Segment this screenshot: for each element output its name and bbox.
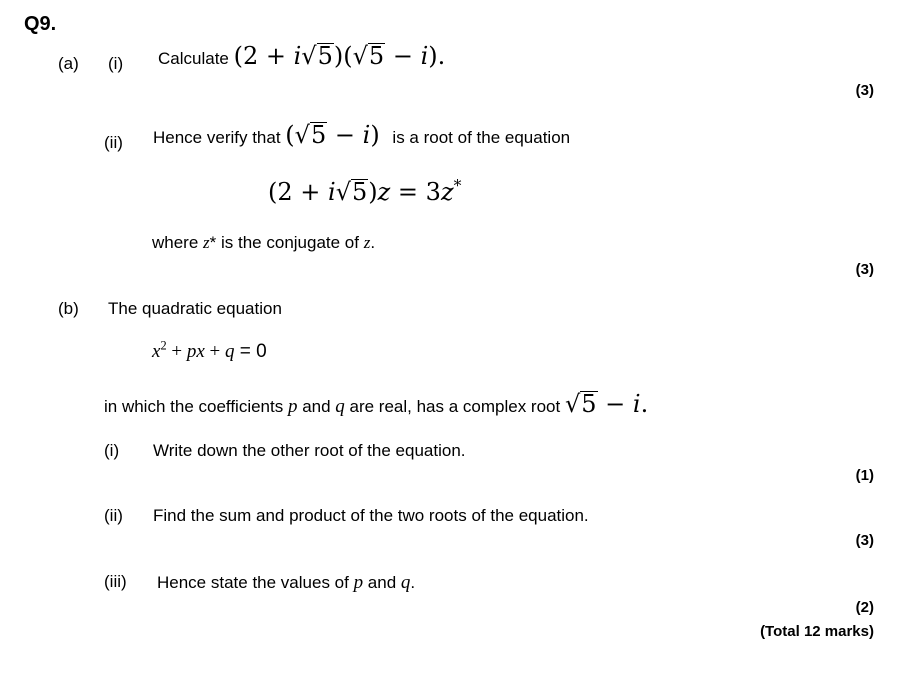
- eq-radicand: 5: [351, 178, 368, 206]
- part-b-i-label: (i): [104, 441, 120, 460]
- expr-close: ): [370, 121, 380, 149]
- part-a-ii-question: [153, 121, 570, 149]
- expr-minus: −: [327, 121, 363, 149]
- part-b-intro: The quadratic equation: [108, 299, 282, 318]
- expr-imag-unit: i: [293, 42, 302, 70]
- expr-mid: )(: [333, 42, 353, 70]
- part-b-i-text: Write down the other root of the equation.: [153, 441, 466, 460]
- part-a-ii-label: (ii): [104, 133, 123, 152]
- coeff-q: q: [335, 396, 345, 417]
- part-a-label: (a): [58, 54, 79, 73]
- part-b-complex-root: [565, 390, 648, 418]
- part-b-iii-label: (iii): [104, 572, 127, 591]
- where-variable-z: z: [203, 233, 210, 252]
- part-b-quadratic-equation: [152, 338, 267, 363]
- part-b-ii-text: Find the sum and product of the two roots of the equation.: [153, 506, 589, 525]
- eq-term-q: q: [224, 341, 235, 362]
- expr-minus: −: [385, 42, 421, 70]
- eq-term-px: px: [186, 341, 205, 362]
- eq-plus: +: [204, 341, 225, 362]
- sqrt-symbol: √: [294, 121, 310, 149]
- part-a-i-label: (i): [108, 54, 124, 73]
- part-a-ii-expression: [285, 121, 379, 149]
- root-end: .: [640, 390, 649, 418]
- eq-plus: +: [166, 341, 187, 362]
- eq-variable-z: z: [440, 178, 454, 206]
- part-a-ii-marks: (3): [855, 261, 874, 278]
- part-b-ii-marks: (3): [855, 532, 874, 549]
- expr-close: ).: [428, 42, 446, 70]
- eq-conjugate-star: *: [453, 177, 462, 195]
- where-variable-z: z: [363, 233, 371, 252]
- part-a-i-prefix: Calculate: [158, 49, 229, 68]
- part-b-label: (b): [58, 299, 79, 318]
- part-a-ii-suffix: is a root of the equation: [392, 128, 571, 147]
- iii-p: p: [353, 572, 364, 593]
- where-prefix: where: [152, 233, 204, 252]
- sqrt-symbol: √: [335, 178, 351, 206]
- iii-and: and: [363, 573, 401, 592]
- part-a-ii-prefix: Hence verify that: [153, 128, 281, 147]
- eq-equals: = 3: [390, 178, 441, 206]
- sqrt-symbol: √: [301, 42, 317, 70]
- eq-imag-unit: i: [328, 178, 336, 206]
- sqrt-symbol: √: [352, 42, 368, 70]
- question-title: Q9.: [24, 13, 57, 35]
- part-b-iii-marks: (2): [855, 599, 874, 616]
- part-b-coefficients-line: [104, 390, 648, 418]
- iii-prefix: Hence state the values of: [157, 573, 354, 592]
- part-b-i-marks: (1): [855, 467, 874, 484]
- part-b-iii-text: [157, 572, 415, 594]
- part-b-ii-label: (ii): [104, 506, 123, 525]
- total-marks: (Total 12 marks): [760, 623, 874, 640]
- expr-open: (: [285, 121, 295, 149]
- eq-equals-zero: = 0: [234, 341, 267, 362]
- part-a-i-expression: [234, 42, 446, 70]
- root-minus: −: [597, 390, 633, 418]
- eq-variable-x: x: [152, 341, 161, 362]
- expr-imag-unit: i: [420, 42, 429, 70]
- iii-end: .: [410, 573, 416, 592]
- coeff-p: p: [287, 396, 298, 417]
- root-radicand: 5: [581, 390, 597, 418]
- coeff-suffix: are real, has a complex root: [344, 397, 565, 416]
- eq-exponent: 2: [160, 338, 167, 353]
- where-suffix: is the conjugate of: [216, 233, 364, 252]
- coeff-and: and: [297, 397, 336, 416]
- eq-close: ): [368, 178, 378, 206]
- where-star: *: [209, 233, 217, 252]
- coeff-prefix: in which the coefficients: [104, 397, 288, 416]
- part-a-i-question: [158, 42, 445, 70]
- expr-imag-unit: i: [362, 121, 371, 149]
- part-a-ii-where-line: [152, 233, 375, 253]
- iii-q: q: [400, 572, 411, 593]
- sqrt-symbol: √: [564, 390, 581, 418]
- expr-open: (2 +: [233, 42, 294, 70]
- eq-variable-z: z: [377, 178, 391, 206]
- expr-radicand: 5: [368, 42, 385, 70]
- expr-radicand: 5: [310, 121, 327, 149]
- part-a-ii-displayed-equation: [268, 178, 461, 206]
- root-imag-unit: i: [632, 390, 641, 418]
- eq-open: (2 +: [268, 178, 328, 206]
- expr-radicand: 5: [317, 42, 333, 70]
- where-end: .: [370, 233, 376, 252]
- part-a-i-marks: (3): [855, 82, 874, 99]
